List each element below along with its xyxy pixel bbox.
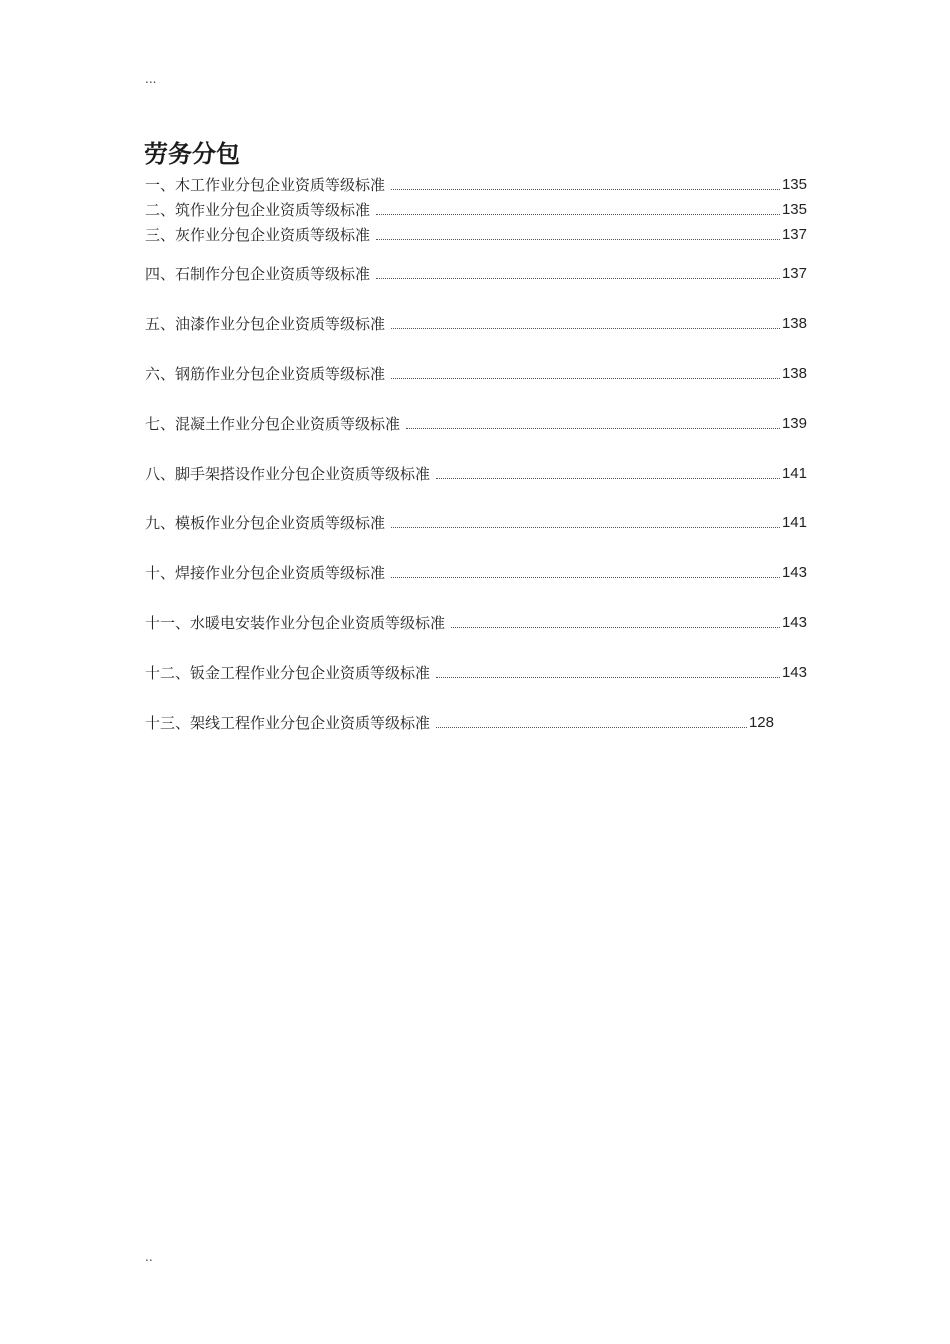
- toc-entry-page: 139: [781, 415, 807, 432]
- toc-entry[interactable]: [145, 313, 807, 335]
- toc-entry[interactable]: [145, 512, 807, 534]
- toc-entry[interactable]: [145, 263, 807, 285]
- toc-entry-label: 三、灰作业分包企业资质等级标准: [145, 226, 371, 244]
- toc-entry-page: 128: [748, 714, 774, 731]
- toc-entry-label: 一、木工作业分包企业资质等级标准: [145, 176, 386, 194]
- toc-entry[interactable]: [145, 174, 807, 196]
- toc-entry[interactable]: [145, 612, 807, 634]
- toc-leader-dots: [436, 727, 747, 728]
- toc-entry-label: 九、模板作业分包企业资质等级标准: [145, 514, 386, 532]
- toc-entry-page: 137: [781, 226, 807, 243]
- toc-entry-label: 十、焊接作业分包企业资质等级标准: [145, 564, 386, 582]
- toc-entry-page: 135: [781, 176, 807, 193]
- toc-entry-page: 143: [781, 564, 807, 581]
- toc-leader-dots: [391, 577, 780, 578]
- toc-leader-dots: [376, 278, 780, 279]
- toc-leader-dots: [436, 677, 780, 678]
- toc-entry-page: 137: [781, 265, 807, 282]
- toc-entry[interactable]: [145, 562, 807, 584]
- toc-entry-page: 138: [781, 365, 807, 382]
- toc-title: 劳务分包: [144, 140, 240, 168]
- toc-entry[interactable]: [145, 463, 807, 485]
- toc-entry-page: 143: [781, 664, 807, 681]
- toc-entry[interactable]: [145, 662, 807, 684]
- toc-leader-dots: [376, 214, 780, 215]
- toc-entry-page: 143: [781, 614, 807, 631]
- toc-entry-label: 十二、钣金工程作业分包企业资质等级标准: [145, 664, 431, 682]
- toc-entry[interactable]: [145, 363, 807, 385]
- toc-entry-label: 八、脚手架搭设作业分包企业资质等级标准: [145, 465, 431, 483]
- toc-leader-dots: [391, 527, 780, 528]
- toc-entry-label: 十一、水暖电安装作业分包企业资质等级标准: [145, 614, 446, 632]
- toc-leader-dots: [436, 478, 780, 479]
- toc-entry-label: 五、油漆作业分包企业资质等级标准: [145, 315, 386, 333]
- toc-entry-page: 138: [781, 315, 807, 332]
- toc-entry-page: 135: [781, 201, 807, 218]
- toc-entry-label: 二、筑作业分包企业资质等级标准: [145, 201, 371, 219]
- toc-leader-dots: [391, 328, 780, 329]
- toc-entry-label: 六、钢筋作业分包企业资质等级标准: [145, 365, 386, 383]
- toc-entry-label: 十三、架线工程作业分包企业资质等级标准: [145, 714, 431, 732]
- toc-leader-dots: [376, 239, 780, 240]
- toc-entry[interactable]: [145, 199, 807, 221]
- toc-leader-dots: [391, 189, 780, 190]
- toc-entry-page: 141: [781, 514, 807, 531]
- toc-leader-dots: [406, 428, 780, 429]
- toc-entry-label: 四、石制作分包企业资质等级标准: [145, 265, 371, 283]
- header-mark: ...: [145, 72, 157, 86]
- toc-entry[interactable]: [145, 413, 807, 435]
- toc-leader-dots: [451, 627, 780, 628]
- footer-mark: ..: [145, 1250, 153, 1264]
- toc-entry-label: 七、混凝土作业分包企业资质等级标准: [145, 415, 401, 433]
- toc-entry[interactable]: [145, 712, 774, 734]
- toc-entry[interactable]: [145, 224, 807, 246]
- toc-leader-dots: [391, 378, 780, 379]
- toc-entry-page: 141: [781, 465, 807, 482]
